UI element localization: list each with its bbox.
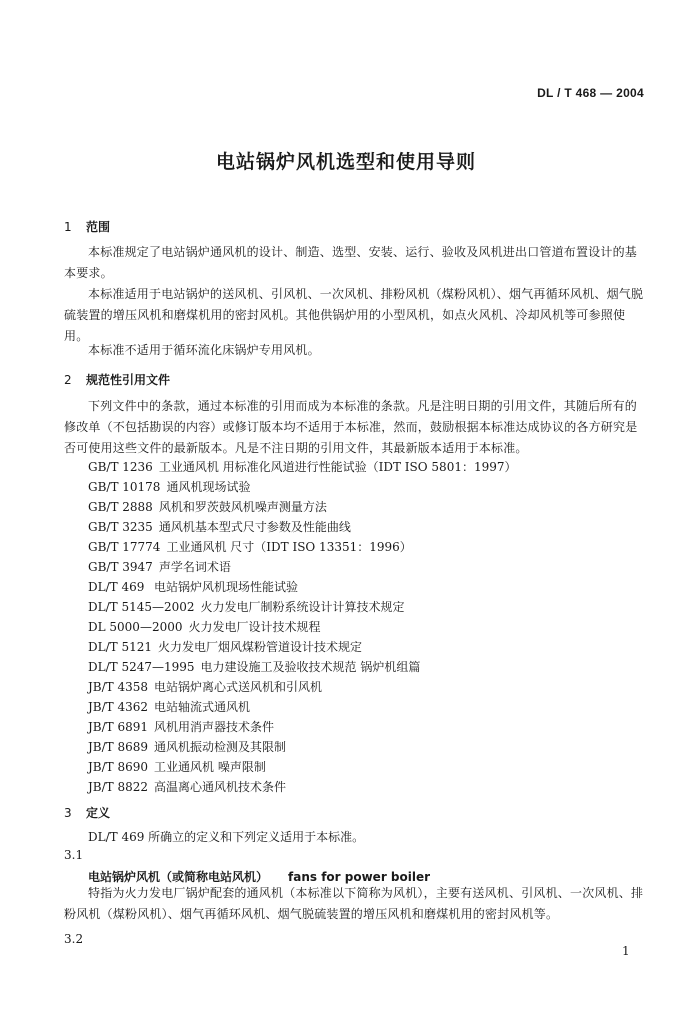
reference-code: DL/T 5247—1995 (88, 660, 195, 674)
term-definition: 特指为火力发电厂锅炉配套的通风机（本标准以下简称为风机），主要有送风机、引风机、一次风机、排粉风机（煤粉风机）、烟气再循环风机、烟气脱硫装置的增压风机和磨煤机用的密封风机等。 (64, 886, 644, 921)
reference-code: JB/T 4358 (88, 680, 149, 694)
standard-code: DL / T 468 — 2004 (537, 86, 644, 100)
reference-code: DL/T 469 (88, 580, 145, 594)
section-2-intro: 下列文件中的条款，通过本标准的引用而成为本标准的条款。凡是注明日期的引用文件，其随后所有的修改单（不包括勘误的内容）或修订版本均不适用于本标准，然而，鼓励根据本标准达成协议的各方研究是否可使用这些文件的最新版本。凡是不注日期的引用文件，其最新版本适用于本标准。 (64, 399, 638, 455)
reference-code: DL/T 5121 (88, 640, 152, 654)
section-title: 定义 (86, 806, 111, 820)
reference-item (88, 458, 517, 475)
section-title: 规范性引用文件 (86, 373, 171, 387)
section-1-paragraph-2: 本标准适用于电站锅炉的送风机、引风机、一次风机、排粉风机（煤粉风机）、烟气再循环风机、烟气脱硫装置的增压风机和磨煤机用的密封风机。其他供锅炉用的小型风机，如点火风机、冷却风机等可参照使用。 (64, 287, 644, 343)
reference-item (88, 538, 412, 555)
reference-title: 通风机振动检测及其限制 (154, 740, 287, 754)
reference-code: DL/T 5145—2002 (88, 600, 195, 614)
reference-item (88, 658, 420, 675)
reference-item (88, 678, 322, 695)
reference-item (88, 558, 231, 575)
section-number: 2 (64, 373, 72, 387)
reference-item (88, 718, 274, 735)
subsection-number: 3.1 (64, 848, 84, 862)
reference-title: 火力发电厂设计技术规程 (188, 620, 321, 634)
reference-code: JB/T 4362 (88, 700, 149, 714)
section-3-intro: DL/T 469 所确立的定义和下列定义适用于本标准。 (88, 830, 365, 844)
reference-code: GB/T 2888 (88, 500, 153, 514)
reference-item (88, 478, 250, 495)
term-english: fans for power boiler (288, 870, 431, 884)
section-number: 3 (64, 806, 72, 820)
reference-item (88, 498, 327, 515)
reference-code: JB/T 8689 (88, 740, 149, 754)
reference-title: 电站轴流式通风机 (154, 700, 251, 714)
reference-item (88, 738, 286, 755)
reference-item (88, 518, 351, 535)
reference-title: 声学名词术语 (158, 560, 231, 574)
reference-code: GB/T 3235 (88, 520, 153, 534)
page-number: 1 (622, 944, 630, 958)
section-number: 1 (64, 220, 72, 234)
section-1-paragraph-1: 本标准规定了电站锅炉通风机的设计、制造、选型、安装、运行、验收及风机进出口管道布置设计的基本要求。 (64, 245, 638, 280)
reference-title: 电力建设施工及验收技术规范 锅炉机组篇 (200, 660, 421, 674)
reference-title: 工业通风机 用标准化风道进行性能试验（IDT ISO 5801：1997） (158, 460, 517, 474)
page-title: 电站锅炉风机选型和使用导则 (215, 151, 476, 173)
reference-title: 风机和罗茨鼓风机噪声测量方法 (158, 500, 327, 514)
reference-code: JB/T 6891 (88, 720, 149, 734)
reference-title: 火力发电厂制粉系统设计计算技术规定 (200, 600, 405, 614)
reference-title: 电站锅炉风机现场性能试验 (154, 580, 299, 594)
reference-title: 通风机现场试验 (166, 480, 251, 494)
reference-title: 火力发电厂烟风煤粉管道设计技术规定 (158, 640, 363, 654)
section-title: 范围 (86, 220, 111, 234)
reference-code: DL 5000—2000 (88, 620, 183, 634)
reference-item (88, 598, 405, 615)
reference-title: 工业通风机 噪声限制 (154, 760, 266, 774)
section-3-heading (64, 804, 110, 821)
reference-item (88, 778, 286, 795)
reference-code: GB/T 17774 (88, 540, 161, 554)
reference-title: 风机用消声器技术条件 (154, 720, 275, 734)
reference-title: 通风机基本型式尺寸参数及性能曲线 (158, 520, 351, 534)
reference-item (88, 578, 298, 595)
reference-item (88, 638, 362, 655)
reference-title: 高温离心通风机技术条件 (154, 780, 287, 794)
subsection-number: 3.2 (64, 932, 84, 946)
section-2-heading (64, 371, 170, 388)
reference-item (88, 698, 250, 715)
reference-code: GB/T 10178 (88, 480, 161, 494)
reference-code: GB/T 1236 (88, 460, 153, 474)
reference-code: GB/T 3947 (88, 560, 153, 574)
reference-title: 电站锅炉离心式送风机和引风机 (154, 680, 323, 694)
reference-code: JB/T 8822 (88, 780, 149, 794)
reference-item (88, 758, 266, 775)
section-1-paragraph-3: 本标准不适用于循环流化床锅炉专用风机。 (88, 343, 320, 357)
reference-title: 工业通风机 尺寸（IDT ISO 13351：1996） (166, 540, 412, 554)
term-chinese: 电站锅炉风机（或简称电站风机） (88, 870, 269, 884)
section-1-heading (64, 218, 110, 235)
reference-code: JB/T 8690 (88, 760, 149, 774)
reference-item (88, 618, 321, 635)
